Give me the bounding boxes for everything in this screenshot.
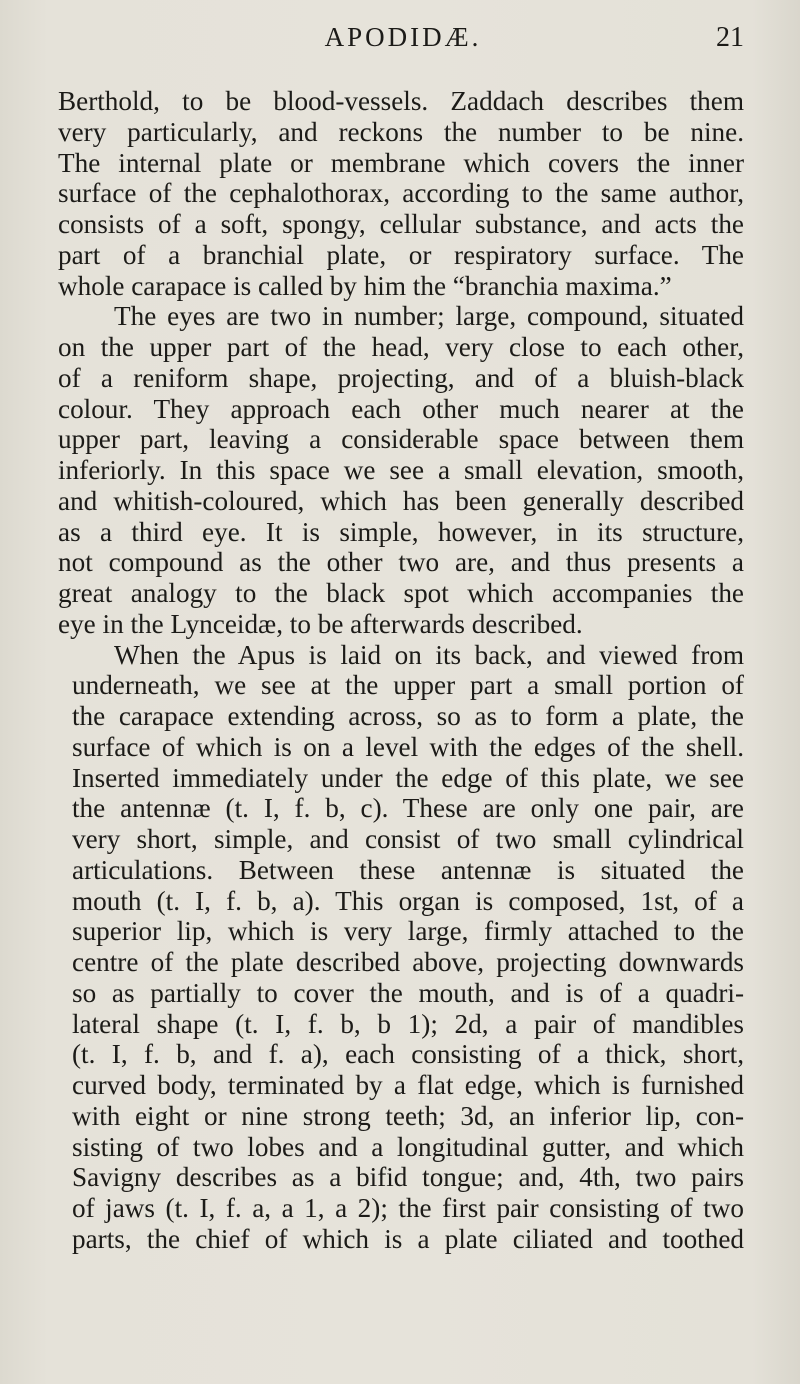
text-line: sisting of two lobes and a longitudinal gutter, and which — [72, 1131, 744, 1162]
body-text — [58, 86, 744, 1255]
text-line: the carapace extending across, so as to form a plate, the — [72, 701, 744, 731]
text-line: centre of the plate described above, projecting downwards — [72, 947, 744, 977]
text-line: of a reniform shape, projecting, and of a bluish-black — [58, 362, 744, 393]
text-line: the antennæ (t. I, f. b, c). These are only one pair, are — [72, 793, 744, 824]
text-line: great analogy to the black spot which accompanies the — [58, 578, 744, 608]
text-line: of jaws (t. I, f. a, a 1, a 2); the first pair consisting of two — [72, 1193, 744, 1223]
text-line: very particularly, and reckons the number to be nine. — [58, 116, 744, 147]
text-line: and whitish-coloured, which has been generally described — [58, 485, 744, 516]
text-line: not compound as the other two are, and thus presents a — [58, 547, 744, 578]
text-line: (t. I, f. b, and f. a), each consisting of a thick, short, — [72, 1039, 744, 1070]
text-line: on the upper part of the head, very close to each other, — [58, 332, 744, 362]
text-line: The eyes are two in number; large, compound, situated — [114, 301, 744, 332]
text-line: The internal plate or membrane which covers the inner — [58, 147, 744, 178]
text-line: superior lip, which is very large, firmly attached to the — [72, 916, 744, 947]
text-line: Savigny describes as a bifid tongue; and, 4th, two pairs — [72, 1162, 744, 1193]
text-line: very short, simple, and consist of two small cylindrical — [72, 824, 744, 854]
text-line: Inserted immediately under the edge of this plate, we see — [72, 762, 744, 793]
text-line: consists of a soft, spongy, cellular substance, and acts the — [58, 209, 744, 239]
text-line: whole carapace is called by him the “branchia maxima.” — [58, 270, 672, 301]
text-line: as a third eye. It is simple, however, in its structure, — [58, 516, 744, 547]
text-line: When the Apus is laid on its back, and viewed from — [114, 639, 744, 670]
text-line: with eight or nine strong teeth; 3d, an inferior lip, con- — [72, 1100, 744, 1131]
text-line: curved body, terminated by a flat edge, which is furnished — [72, 1070, 744, 1100]
text-line: surface of which is on a level with the edges of the shell. — [72, 731, 744, 762]
text-line: inferiorly. In this space we see a small elevation, smooth, — [58, 455, 744, 485]
page-number: 21 — [716, 22, 744, 53]
text-line: underneath, we see at the upper part a small portion of — [72, 670, 744, 701]
text-line: surface of the cephalothorax, according to the same author, — [58, 178, 744, 209]
running-title: APODIDÆ. — [324, 22, 482, 52]
text-line: mouth (t. I, f. b, a). This organ is composed, 1st, of a — [72, 885, 744, 916]
text-line: Berthold, to be blood-vessels. Zaddach describes them — [58, 86, 744, 116]
text-line: lateral shape (t. I, f. b, b 1); 2d, a pair of mandibles — [72, 1008, 744, 1039]
text-line: part of a branchial plate, or respiratory surface. The — [58, 239, 744, 270]
running-head — [62, 22, 744, 62]
text-line: so as partially to cover the mouth, and is of a quadri- — [72, 977, 744, 1008]
text-line: upper part, leaving a considerable space between them — [58, 424, 744, 455]
text-line: eye in the Lynceidæ, to be afterwards described. — [58, 608, 583, 639]
text-line: colour. They approach each other much nearer at the — [58, 393, 744, 424]
text-line: articulations. Between these antennæ is situated the — [72, 854, 744, 885]
text-line: parts, the chief of which is a plate ciliated and toothed — [72, 1223, 744, 1254]
